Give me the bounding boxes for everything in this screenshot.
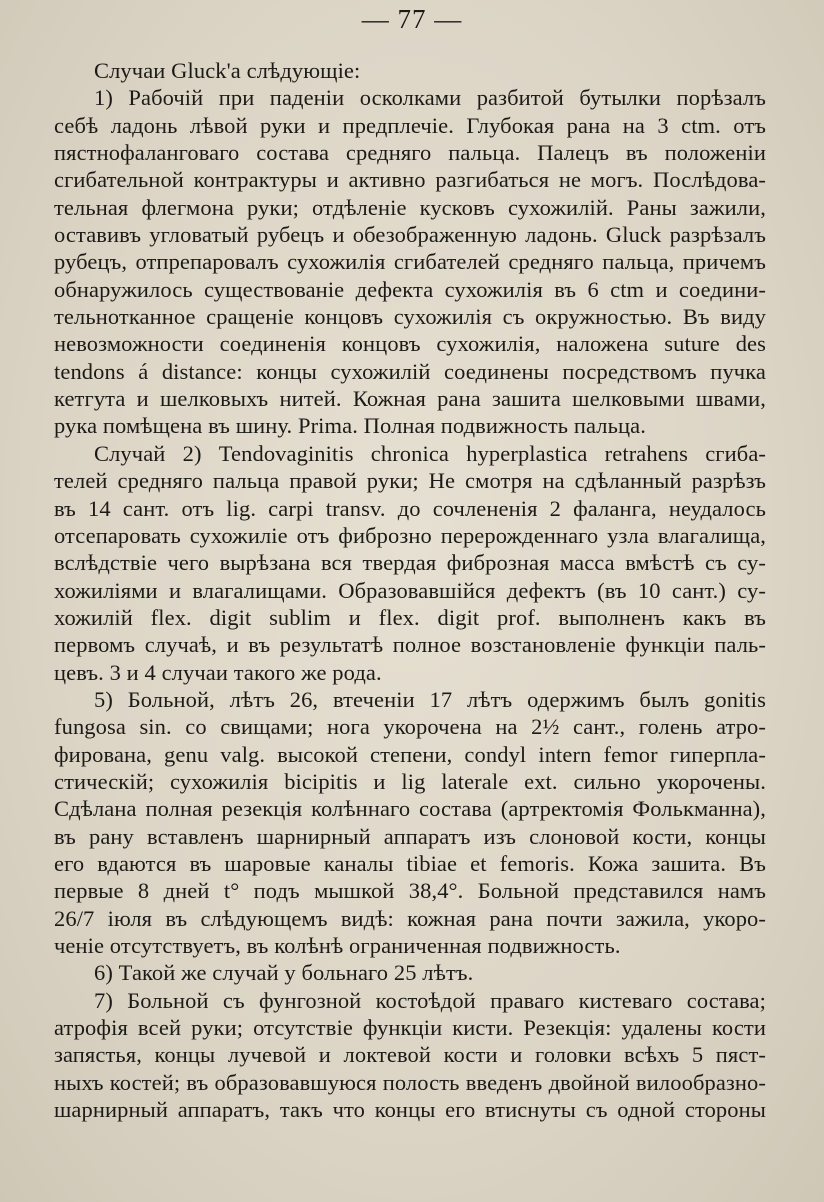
text-line: тельнотканное сращеніе концовъ сухожилія съ окружностью. Въ виду bbox=[54, 304, 766, 330]
text-line: Случаи Gluck'а слѣдующіе: bbox=[94, 58, 361, 83]
text-line: пястнофаланговаго состава средняго пальца. Палецъ въ положеніи bbox=[54, 140, 766, 166]
text-line: запястья, концы лучевой и локтевой кости и головки всѣхъ 5 пяст- bbox=[54, 1042, 766, 1068]
text-line: тельная флегмона руки; отдѣленіе кусковъ сухожилій. Раны зажили, bbox=[54, 194, 766, 220]
text-line: обнаружилось существованіе дефекта сухожилія въ 6 ctm и соедини- bbox=[54, 276, 766, 302]
text-line: Случай 2) Tendovaginitis chronica hyperplastica retrahens сгиба- bbox=[94, 440, 766, 466]
text-line: Сдѣлана полная резекція колѣннаго состава (артректомія Фолькманна), bbox=[54, 796, 766, 822]
page-number: — 77 — bbox=[361, 4, 463, 34]
text-line: невозможности соединенія концовъ сухожилія, наложена suture des bbox=[54, 331, 766, 357]
text-line: въ рану вставленъ шарнирный аппаратъ изъ слоновой кости, концы bbox=[54, 823, 766, 849]
text-line: рубецъ, отпрепаровалъ сухожилія сгибателей средняго пальца, причемъ bbox=[54, 249, 766, 275]
text-line: кетгута и шелковыхъ нитей. Кожная рана зашита шелковыми швами, bbox=[54, 386, 766, 412]
text-line: шарнирный аппаратъ, такъ что концы его втиснуты съ одной стороны bbox=[54, 1097, 766, 1123]
text-line: 7) Больной съ фунгозной костоѣдой праваго кистеваго состава; bbox=[94, 987, 766, 1013]
text-line: цевъ. 3 и 4 случаи такого же рода. bbox=[54, 659, 382, 685]
text-line: отсепаровать сухожиліе отъ фиброзно перерожденнаго узла влагалища, bbox=[54, 522, 766, 548]
text-line: рука помѣщена въ шину. Prima. Полная подвижность пальца. bbox=[54, 413, 646, 439]
text-line: въ 14 сант. отъ lig. carpi transv. до сочлененія 2 фаланга, неудалось bbox=[54, 495, 766, 521]
text-line: 1) Рабочій при паденіи осколками разбитой бутылки порѣзалъ bbox=[94, 85, 766, 111]
text-line: вслѣдствіе чего вырѣзана вся твердая фиброзная масса вмѣстѣ съ су- bbox=[54, 550, 766, 576]
text-line: оставивъ угловатый рубецъ и обезображенную ладонь. Gluck разрѣзалъ bbox=[54, 222, 766, 248]
text-line: 6) Такой же случай у больнаго 25 лѣтъ. bbox=[94, 960, 474, 986]
text-line: телей средняго пальца правой руки; Не смотря на сдѣланный разрѣзъ bbox=[54, 468, 766, 494]
text-line: fungosa sin. со свищами; нога укорочена на 2½ сант., голень атро- bbox=[54, 714, 766, 740]
text-line: его вдаются въ шаровые каналы tibiae et femoris. Кожа зашита. Въ bbox=[54, 850, 766, 876]
body-text bbox=[54, 57, 766, 1123]
text-line: 5) Больной, лѣтъ 26, втеченіи 17 лѣтъ одержимъ былъ gonitis bbox=[94, 686, 766, 712]
text-line: хожилій flex. digit sublim и flex. digit prof. выполненъ какъ въ bbox=[54, 604, 766, 630]
text-line: первые 8 дней t° подъ мышкой 38,4°. Больной представился намъ bbox=[54, 878, 766, 904]
text-line: tendons á distance: концы сухожилій соединены посредствомъ пучка bbox=[54, 358, 766, 384]
text-line: фирована, genu valg. высокой степени, condyl intern femor гиперпла- bbox=[54, 741, 766, 767]
text-line: первомъ случаѣ, и въ результатѣ полное возстановленіе функціи паль- bbox=[54, 632, 766, 658]
text-line: атрофія всей руки; отсутствіе функціи кисти. Резекція: удалены кости bbox=[54, 1015, 766, 1041]
text-line: себѣ ладонь лѣвой руки и предплечіе. Глубокая рана на 3 ctm. отъ bbox=[54, 112, 766, 138]
text-line: сгибательной контрактуры и активно разгибаться не могъ. Послѣдова- bbox=[54, 167, 766, 193]
text-line: стическій; сухожилія bicipitis и lig laterale ext. сильно укорочены. bbox=[54, 768, 766, 794]
text-line: ныхъ костей; въ образовавшуюся полость введенъ двойной вилообразно- bbox=[54, 1069, 766, 1095]
text-line: хожиліями и влагалищами. Образовавшійся дефектъ (въ 10 сант.) су- bbox=[54, 577, 766, 603]
text-line: 26/7 іюля въ слѣдующемъ видѣ: кожная рана почти зажила, укоро- bbox=[54, 905, 766, 931]
text-line: ченіе отсутствуетъ, въ колѣнѣ ограниченная подвижность. bbox=[54, 933, 621, 958]
